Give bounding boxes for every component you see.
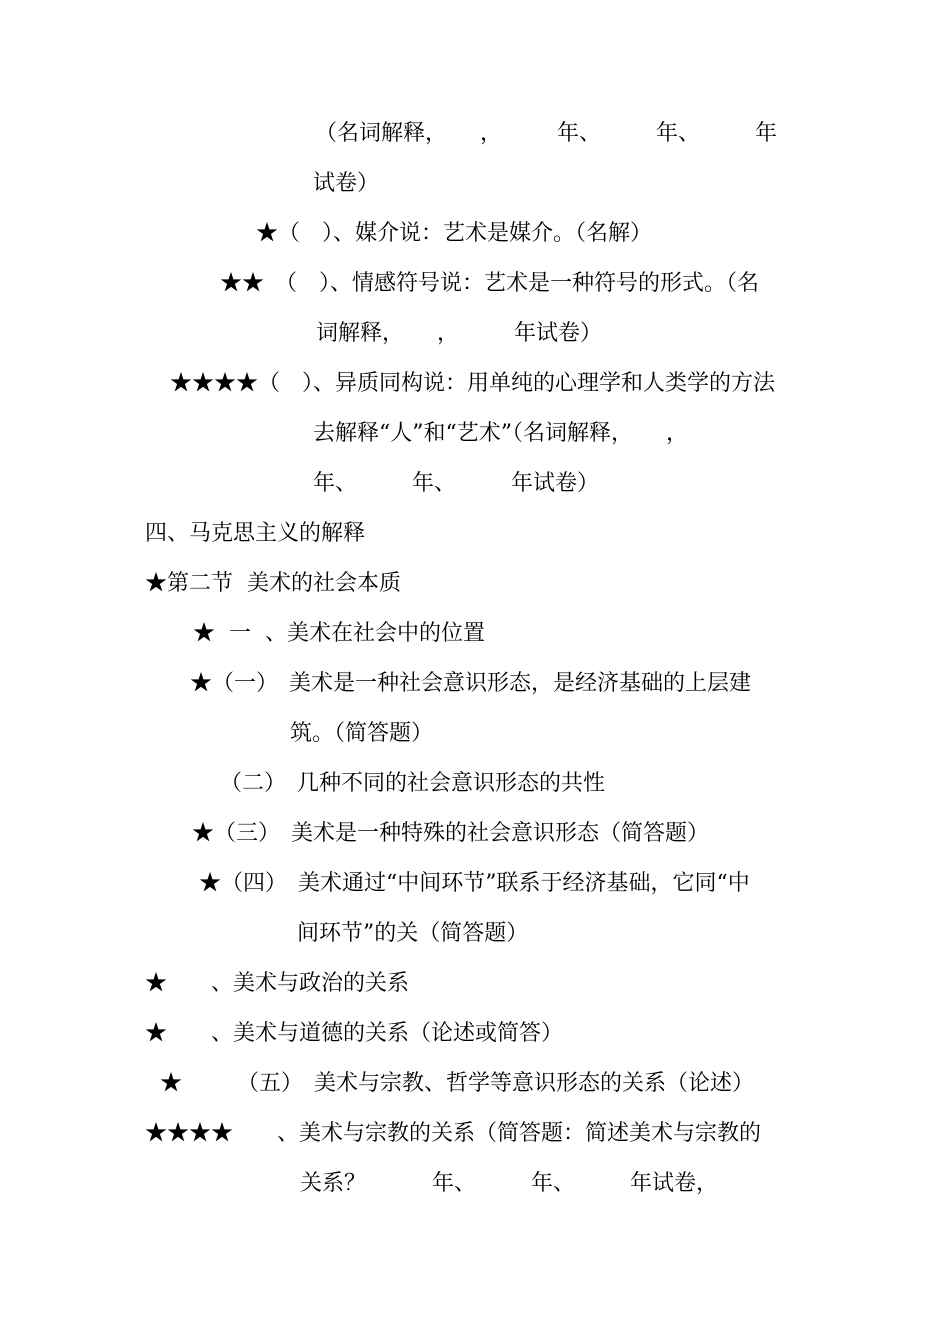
text-line: ★ 一 、美术在社会中的位置 [193, 621, 485, 646]
text-line: 去解释“人”和“艺术”（名词解释， ， [313, 421, 688, 446]
text-line: 年、 年、 年试卷） [313, 471, 600, 496]
text-line: 间环节”的关（简答题） [297, 921, 529, 946]
section-heading: ★第二节 美术的社会本质 [145, 571, 401, 596]
text-line: （名词解释， ， 年、 年、 年 [315, 121, 778, 146]
text-line: 关系？ 年、 年、 年试卷， [300, 1171, 719, 1196]
text-line: ★★★★（ ）、异质同构说：用单纯的心理学和人类学的方法 [170, 371, 776, 396]
text-line: 词解释， ， 年试卷） [316, 321, 603, 346]
text-line: ★★★★ 、美术与宗教的关系（简答题：简述美术与宗教的 [145, 1121, 762, 1146]
text-line: ★ 、美术与道德的关系（论述或简答） [145, 1021, 564, 1046]
text-line: 筑。（简答题） [290, 721, 434, 746]
text-line: ★（四） 美术通过“中间环节”联系于经济基础，它同“中 [199, 871, 750, 896]
text-line: ★（一） 美术是一种社会意识形态，是经济基础的上层建 [190, 671, 752, 696]
text-line: 试卷） [313, 171, 380, 196]
text-line: （二） 几种不同的社会意识形态的共性 [220, 771, 606, 796]
text-line: ★（三） 美术是一种特殊的社会意识形态（简答题） [192, 821, 710, 846]
text-line: ★ （五） 美术与宗教、哲学等意识形态的关系（论述） [160, 1071, 755, 1096]
text-line: ★ 、美术与政治的关系 [145, 971, 410, 996]
section-heading: 四、马克思主义的解释 [145, 521, 366, 546]
text-line: ★（ ）、媒介说：艺术是媒介。（名解） [256, 221, 653, 246]
text-line: ★★ （ ）、情感符号说：艺术是一种符号的形式。（名 [220, 271, 760, 296]
